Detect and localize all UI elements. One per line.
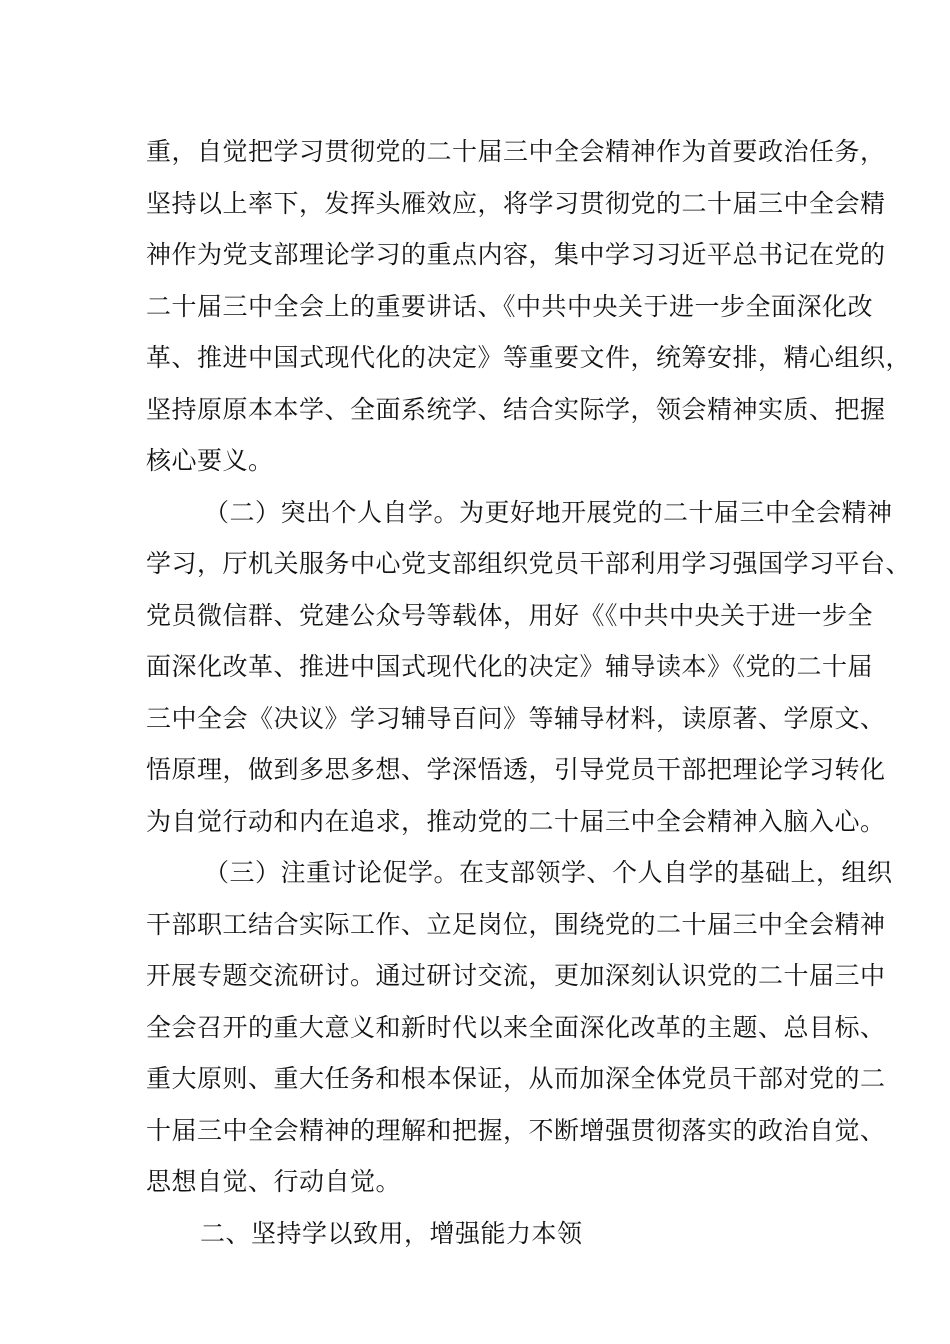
paragraph-line: 神作为党支部理论学习的重点内容，集中学习习近平总书记在党的 <box>146 240 886 269</box>
paragraph-line: 坚持以上率下，发挥头雁效应，将学习贯彻党的二十届三中全会精 <box>146 188 886 218</box>
paragraph-line: （二）突出个人自学。为更好地开展党的二十届三中全会精神 <box>204 497 893 527</box>
paragraph-line: 三中全会《决议》学习辅导百问》等辅导材料，读原著、学原文、 <box>146 703 886 733</box>
paragraph-line: 悟原理，做到多思多想、学深悟透，引导党员干部把理论学习转化 <box>146 755 886 784</box>
paragraph-line: 面深化改革、推进中国式现代化的决定》辅导读本》《党的二十届 <box>146 652 874 681</box>
paragraph-line: 全会召开的重大意义和新时代以来全面深化改革的主题、总目标、 <box>146 1012 886 1042</box>
paragraph-line: 革、推进中国式现代化的决定》等重要文件，统筹安排，精心组织， <box>146 343 912 372</box>
paragraph-line: 核心要义。 <box>146 446 274 475</box>
paragraph-line: 党员微信群、党建公众号等载体，用好《《中共中央关于进一步全 <box>146 600 874 630</box>
document-body <box>146 126 912 1259</box>
paragraph-line: 重，自觉把学习贯彻党的二十届三中全会精神作为首要政治任务， <box>146 137 886 166</box>
paragraph-line: （三）注重讨论促学。在支部领学、个人自学的基础上，组织 <box>204 858 893 887</box>
paragraph-line: 思想自觉、行动自觉。 <box>146 1167 402 1196</box>
paragraph-line: 十届三中全会精神的理解和把握，不断增强贯彻落实的政治自觉、 <box>146 1115 886 1145</box>
paragraph-line: 坚持原原本本学、全面系统学、结合实际学，领会精神实质、把握 <box>146 394 886 424</box>
section-heading: 二、坚持学以致用，增强能力本领 <box>200 1218 583 1248</box>
paragraph-line: 开展专题交流研讨。通过研讨交流，更加深刻认识党的二十届三中 <box>146 961 886 990</box>
paragraph-line: 干部职工结合实际工作、立足岗位，围绕党的二十届三中全会精神 <box>146 909 886 939</box>
paragraph-line: 学习，厅机关服务中心党支部组织党员干部利用学习强国学习平台、 <box>146 549 912 578</box>
paragraph-line: 二十届三中全会上的重要讲话、《中共中央关于进一步全面深化改 <box>146 291 874 321</box>
paragraph-line: 为自觉行动和内在追求，推动党的二十届三中全会精神入脑入心。 <box>146 806 886 836</box>
paragraph-line: 重大原则、重大任务和根本保证，从而加深全体党员干部对党的二 <box>146 1064 886 1093</box>
